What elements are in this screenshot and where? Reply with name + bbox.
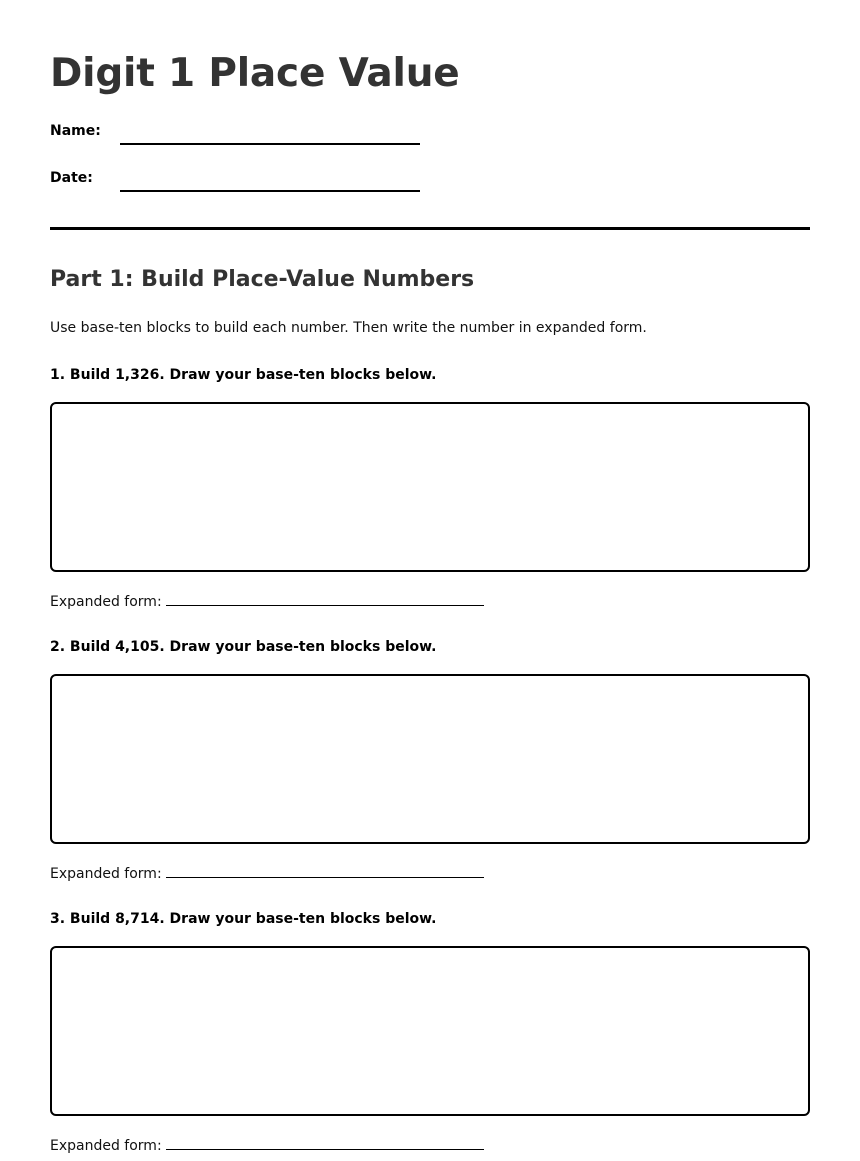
name-field[interactable]	[120, 143, 420, 145]
question-3-prompt: 3. Build 8,714. Draw your base-ten blocks below.	[50, 911, 437, 927]
question-3-expanded-form	[50, 1137, 484, 1155]
question-3-expanded-answer-line[interactable]	[166, 1149, 484, 1150]
question-2-expanded-answer-line[interactable]	[166, 877, 484, 878]
question-2-prompt: 2. Build 4,105. Draw your base-ten blocks below.	[50, 639, 437, 655]
part1-heading: Part 1: Build Place-Value Numbers	[50, 267, 475, 292]
question-2-drawing-box[interactable]	[50, 674, 810, 844]
expanded-form-label: Expanded form:	[50, 1138, 162, 1154]
question-1-expanded-form	[50, 593, 484, 611]
part1-instructions: Use base-ten blocks to build each number. Then write the number in expanded form.	[50, 320, 647, 336]
question-1-expanded-answer-line[interactable]	[166, 605, 484, 606]
expanded-form-label: Expanded form:	[50, 594, 162, 610]
question-1-drawing-box[interactable]	[50, 402, 810, 572]
question-2-expanded-form	[50, 865, 484, 883]
worksheet-title: Digit 1 Place Value	[50, 51, 460, 96]
header-divider	[50, 227, 810, 230]
question-1-prompt: 1. Build 1,326. Draw your base-ten blocks below.	[50, 367, 437, 383]
date-field[interactable]	[120, 190, 420, 192]
question-3-drawing-box[interactable]	[50, 946, 810, 1116]
expanded-form-label: Expanded form:	[50, 866, 162, 882]
name-label: Name:	[50, 123, 101, 139]
date-label: Date:	[50, 170, 93, 186]
